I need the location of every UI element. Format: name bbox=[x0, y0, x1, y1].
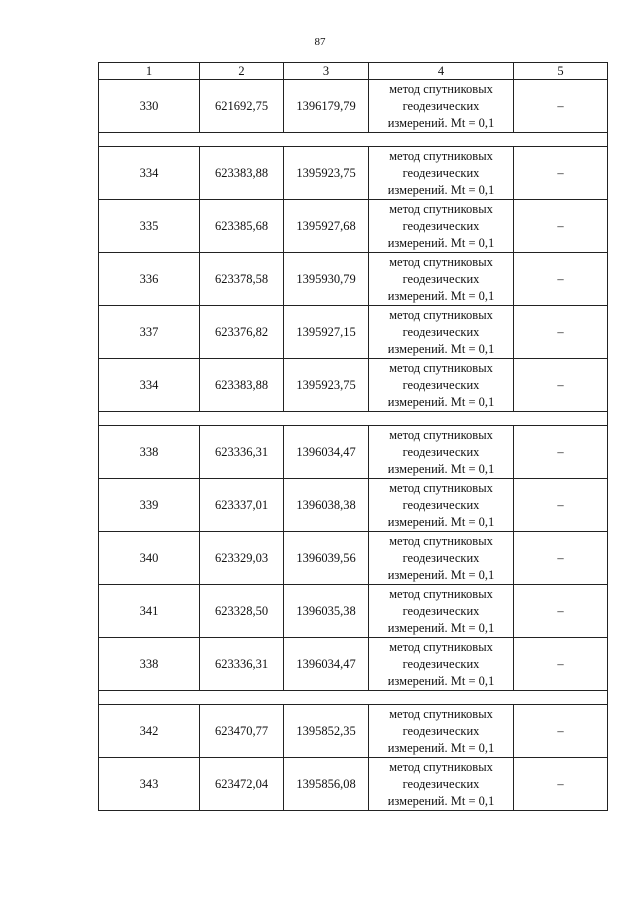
header-cell: 3 bbox=[284, 63, 369, 80]
method-line: геодезических bbox=[402, 98, 480, 113]
note-cell: – bbox=[514, 758, 608, 811]
note-cell: – bbox=[514, 532, 608, 585]
note-cell: – bbox=[514, 80, 608, 133]
note-cell: – bbox=[514, 147, 608, 200]
y-coordinate-cell: 1396039,56 bbox=[284, 532, 369, 585]
method-line: метод спутниковых bbox=[389, 427, 493, 442]
y-coordinate-cell: 1396038,38 bbox=[284, 479, 369, 532]
method-line: метод спутниковых bbox=[389, 254, 493, 269]
method-line: измерений. Mt = 0,1 bbox=[387, 514, 495, 529]
method-cell bbox=[369, 585, 514, 638]
method-line: геодезических bbox=[402, 723, 480, 738]
point-number-cell: 339 bbox=[99, 479, 200, 532]
note-cell: – bbox=[514, 479, 608, 532]
method-cell bbox=[369, 80, 514, 133]
method-cell bbox=[369, 200, 514, 253]
note-cell: – bbox=[514, 359, 608, 412]
method-cell bbox=[369, 147, 514, 200]
method-line: метод спутниковых bbox=[389, 586, 493, 601]
x-coordinate-cell: 623383,88 bbox=[200, 359, 284, 412]
method-line: метод спутниковых bbox=[389, 480, 493, 495]
y-coordinate-cell: 1396034,47 bbox=[284, 638, 369, 691]
x-coordinate-cell: 623329,03 bbox=[200, 532, 284, 585]
method-line: метод спутниковых bbox=[389, 360, 493, 375]
method-line: метод спутниковых bbox=[389, 81, 493, 96]
group-separator-row bbox=[99, 133, 608, 147]
method-line: измерений. Mt = 0,1 bbox=[387, 673, 495, 688]
method-line: геодезических bbox=[402, 603, 480, 618]
point-number-cell: 336 bbox=[99, 253, 200, 306]
table-row bbox=[99, 705, 608, 758]
table-row bbox=[99, 585, 608, 638]
table-row bbox=[99, 80, 608, 133]
point-number-cell: 334 bbox=[99, 147, 200, 200]
separator-cell bbox=[99, 691, 608, 705]
method-cell bbox=[369, 253, 514, 306]
x-coordinate-cell: 623336,31 bbox=[200, 426, 284, 479]
note-cell: – bbox=[514, 638, 608, 691]
group-separator-row bbox=[99, 691, 608, 705]
method-cell bbox=[369, 479, 514, 532]
method-cell bbox=[369, 426, 514, 479]
x-coordinate-cell: 623378,58 bbox=[200, 253, 284, 306]
method-line: измерений. Mt = 0,1 bbox=[387, 567, 495, 582]
y-coordinate-cell: 1395923,75 bbox=[284, 147, 369, 200]
note-cell: – bbox=[514, 705, 608, 758]
method-line: метод спутниковых bbox=[389, 639, 493, 654]
header-cell: 5 bbox=[514, 63, 608, 80]
y-coordinate-cell: 1396034,47 bbox=[284, 426, 369, 479]
x-coordinate-cell: 623376,82 bbox=[200, 306, 284, 359]
note-cell: – bbox=[514, 306, 608, 359]
method-cell bbox=[369, 758, 514, 811]
table-row bbox=[99, 426, 608, 479]
coordinates-table bbox=[98, 62, 608, 811]
method-line: измерений. Mt = 0,1 bbox=[387, 341, 495, 356]
header-cell: 2 bbox=[200, 63, 284, 80]
point-number-cell: 334 bbox=[99, 359, 200, 412]
x-coordinate-cell: 623336,31 bbox=[200, 638, 284, 691]
method-line: метод спутниковых bbox=[389, 307, 493, 322]
x-coordinate-cell: 623385,68 bbox=[200, 200, 284, 253]
note-cell: – bbox=[514, 253, 608, 306]
y-coordinate-cell: 1395930,79 bbox=[284, 253, 369, 306]
method-line: метод спутниковых bbox=[389, 201, 493, 216]
method-cell bbox=[369, 638, 514, 691]
method-cell bbox=[369, 705, 514, 758]
y-coordinate-cell: 1395927,15 bbox=[284, 306, 369, 359]
y-coordinate-cell: 1396035,38 bbox=[284, 585, 369, 638]
separator-cell bbox=[99, 133, 608, 147]
method-line: геодезических bbox=[402, 656, 480, 671]
y-coordinate-cell: 1395923,75 bbox=[284, 359, 369, 412]
method-line: измерений. Mt = 0,1 bbox=[387, 793, 495, 808]
point-number-cell: 343 bbox=[99, 758, 200, 811]
method-line: измерений. Mt = 0,1 bbox=[387, 288, 495, 303]
method-cell bbox=[369, 532, 514, 585]
separator-cell bbox=[99, 412, 608, 426]
x-coordinate-cell: 623470,77 bbox=[200, 705, 284, 758]
method-line: геодезических bbox=[402, 776, 480, 791]
method-line: измерений. Mt = 0,1 bbox=[387, 182, 495, 197]
x-coordinate-cell: 623383,88 bbox=[200, 147, 284, 200]
group-separator-row bbox=[99, 412, 608, 426]
method-line: метод спутниковых bbox=[389, 533, 493, 548]
method-line: геодезических bbox=[402, 550, 480, 565]
method-line: геодезических bbox=[402, 324, 480, 339]
point-number-cell: 330 bbox=[99, 80, 200, 133]
header-cell: 1 bbox=[99, 63, 200, 80]
point-number-cell: 338 bbox=[99, 426, 200, 479]
table-row bbox=[99, 479, 608, 532]
table-row bbox=[99, 758, 608, 811]
table-row bbox=[99, 147, 608, 200]
table-row bbox=[99, 200, 608, 253]
method-line: геодезических bbox=[402, 377, 480, 392]
method-line: измерений. Mt = 0,1 bbox=[387, 394, 495, 409]
header-row bbox=[99, 63, 608, 80]
page-number: 87 bbox=[314, 36, 326, 48]
point-number-cell: 335 bbox=[99, 200, 200, 253]
x-coordinate-cell: 623472,04 bbox=[200, 758, 284, 811]
table-row bbox=[99, 306, 608, 359]
note-cell: – bbox=[514, 585, 608, 638]
note-cell: – bbox=[514, 426, 608, 479]
y-coordinate-cell: 1395856,08 bbox=[284, 758, 369, 811]
point-number-cell: 337 bbox=[99, 306, 200, 359]
method-line: метод спутниковых bbox=[389, 759, 493, 774]
method-line: геодезических bbox=[402, 444, 480, 459]
point-number-cell: 338 bbox=[99, 638, 200, 691]
table-row bbox=[99, 638, 608, 691]
method-cell bbox=[369, 306, 514, 359]
method-line: измерений. Mt = 0,1 bbox=[387, 620, 495, 635]
note-cell: – bbox=[514, 200, 608, 253]
table-row bbox=[99, 532, 608, 585]
y-coordinate-cell: 1395852,35 bbox=[284, 705, 369, 758]
point-number-cell: 340 bbox=[99, 532, 200, 585]
method-line: геодезических bbox=[402, 497, 480, 512]
method-line: геодезических bbox=[402, 218, 480, 233]
method-line: геодезических bbox=[402, 271, 480, 286]
method-line: геодезических bbox=[402, 165, 480, 180]
method-line: измерений. Mt = 0,1 bbox=[387, 461, 495, 476]
table-row bbox=[99, 253, 608, 306]
point-number-cell: 342 bbox=[99, 705, 200, 758]
x-coordinate-cell: 623328,50 bbox=[200, 585, 284, 638]
y-coordinate-cell: 1396179,79 bbox=[284, 80, 369, 133]
method-line: метод спутниковых bbox=[389, 706, 493, 721]
x-coordinate-cell: 621692,75 bbox=[200, 80, 284, 133]
y-coordinate-cell: 1395927,68 bbox=[284, 200, 369, 253]
table-row bbox=[99, 359, 608, 412]
x-coordinate-cell: 623337,01 bbox=[200, 479, 284, 532]
header-cell: 4 bbox=[369, 63, 514, 80]
method-cell bbox=[369, 359, 514, 412]
method-line: измерений. Mt = 0,1 bbox=[387, 235, 495, 250]
point-number-cell: 341 bbox=[99, 585, 200, 638]
method-line: метод спутниковых bbox=[389, 148, 493, 163]
method-line: измерений. Mt = 0,1 bbox=[387, 740, 495, 755]
method-line: измерений. Mt = 0,1 bbox=[387, 115, 495, 130]
